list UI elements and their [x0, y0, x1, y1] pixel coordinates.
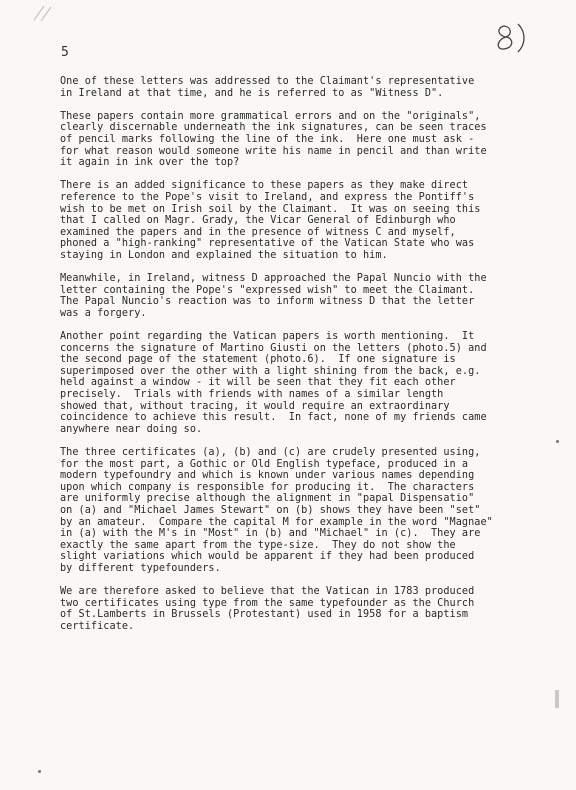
paragraph-6 — [60, 447, 522, 575]
text-line: of St.Lamberts in Brussels (Protestant) used in 1958 for a baptism — [60, 609, 469, 621]
pencil-mark — [32, 2, 62, 22]
text-line: One of these letters was addressed to the Claimant's representative — [60, 76, 475, 87]
margin-mark — [555, 690, 559, 708]
paragraph-7 — [60, 586, 522, 632]
text-line: for what reason would someone write his name in pencil and than write — [60, 145, 487, 157]
document-body — [60, 76, 522, 644]
text-line: certificate. — [60, 620, 135, 632]
handwritten-page-mark — [488, 18, 538, 58]
text-line: precisely. Trials with friends with names of a similar length — [60, 389, 444, 401]
text-line: clearly discernable underneath the ink signatures, can be seen traces — [60, 122, 487, 134]
text-line: exactly the same apart from the type-size. They do not show the — [60, 539, 456, 551]
text-line: that I called on Magr. Grady, the Vicar General of Edinburgh who — [60, 215, 456, 227]
margin-dot — [38, 770, 41, 773]
paragraph-2 — [60, 111, 522, 169]
text-line: held against a window - it will be seen that they fit each other — [60, 377, 456, 389]
paragraph-4 — [60, 273, 522, 319]
text-line: upon which company is responsible for producing it. The characters — [60, 481, 475, 493]
text-line: it again in ink over the top? — [60, 157, 240, 169]
text-line: for the most part, a Gothic or Old English typeface, produced in a — [60, 458, 469, 470]
text-line: slight variations which would be apparent if they had been produced — [60, 551, 475, 563]
text-line: by an amateur. Compare the capital M for example in the word "Magnae" — [60, 516, 493, 528]
text-line: staying in London and explained the situation to him. — [60, 249, 388, 261]
text-line: by different typefounders. — [60, 562, 221, 574]
text-line: on (a) and "Michael James Stewart" on (b) shows they have been "set" — [60, 504, 481, 516]
text-line: of pencil marks following the line of the ink. Here one must ask - — [60, 133, 475, 145]
text-line: in Ireland at that time, and he is referred to as "Witness D". — [60, 87, 444, 99]
margin-dot — [556, 440, 559, 443]
paragraph-1 — [60, 76, 522, 99]
text-line: Another point regarding the Vatican papers is worth mentioning. It — [60, 331, 475, 343]
text-line: Meanwhile, in Ireland, witness D approached the Papal Nuncio with the — [60, 273, 487, 285]
text-line: The three certificates (a), (b) and (c) are crudely presented using, — [60, 447, 481, 458]
page-number: 5 — [61, 45, 69, 60]
text-line: We are therefore asked to believe that the Vatican in 1783 produced — [60, 586, 475, 598]
text-line: wish to be met on Irish soil by the Claimant. It was on seeing this — [60, 203, 481, 215]
text-line: two certificates using type from the same typefounder as the Church — [60, 597, 475, 609]
text-line: the second page of the statement (photo.6). If one signature is — [60, 354, 456, 366]
text-line: The Papal Nuncio's reaction was to inform witness D that the letter — [60, 296, 475, 308]
text-line: in (a) with the M's in "Most" in (b) and "Michael" in (c). They are — [60, 528, 481, 540]
text-line: phoned a "high-ranking" representative of the Vatican State who was — [60, 238, 475, 250]
paragraph-3 — [60, 180, 522, 261]
text-line: These papers contain more grammatical errors and on the "originals", — [60, 110, 481, 122]
text-line: anywhere near doing so. — [60, 423, 203, 435]
text-line: showed that, without tracing, it would require an extraordinary — [60, 400, 450, 412]
text-line: modern typefoundry and which is known under various names depending — [60, 470, 475, 482]
text-line: letter containing the Pope's "expressed wish" to meet the Claimant. — [60, 284, 475, 296]
paragraph-5 — [60, 331, 522, 435]
text-line: examined the papers and in the presence of witness C and myself, — [60, 226, 456, 238]
text-line: are uniformly precise although the alignment in "papal Dispensatio" — [60, 493, 475, 505]
text-line: superimposed over the other with a light shining from the back, e.g. — [60, 365, 481, 377]
text-line: reference to the Pope's visit to Ireland, and express the Pontiff's — [60, 191, 475, 203]
text-line: coincidence to achieve this result. In fact, none of my friends came — [60, 412, 487, 424]
text-line: There is an added significance to these papers as they make direct — [60, 180, 469, 192]
text-line: concerns the signature of Martino Giusti on the letters (photo.5) and — [60, 342, 487, 354]
text-line: was a forgery. — [60, 307, 147, 319]
